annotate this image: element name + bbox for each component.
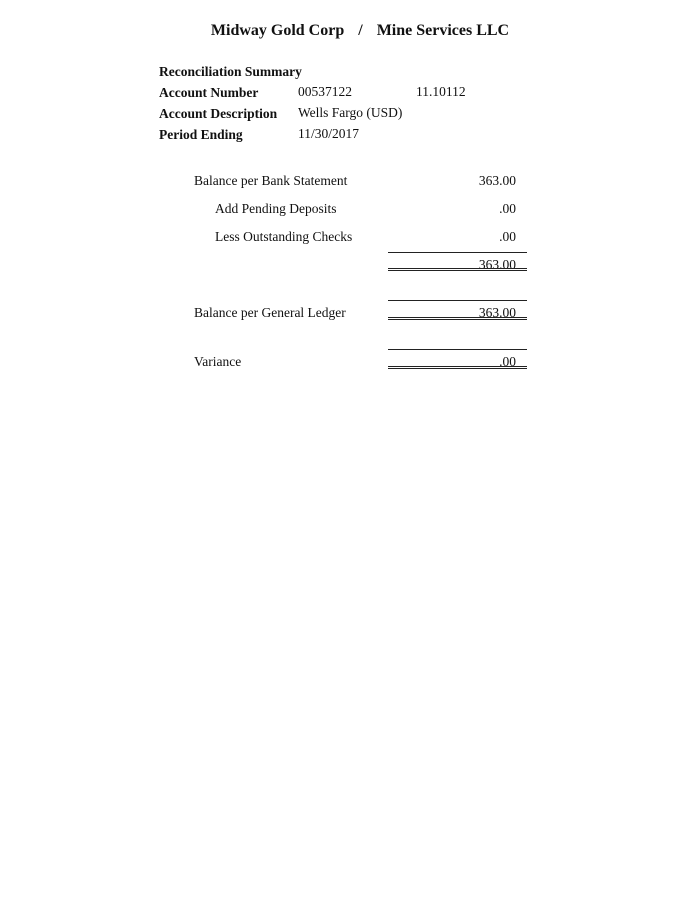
period-ending-value: 11/30/2017 — [298, 126, 360, 141]
outstanding-checks-amount: .00 — [499, 229, 516, 244]
bank-balance-amount: 363.00 — [478, 173, 516, 188]
account-description-label: Account Description — [159, 106, 278, 121]
company-name: Midway Gold Corp — [210, 22, 345, 39]
account-number-label: Account Number — [159, 85, 259, 100]
adjusted-bank-balance-amount: 363.00 — [478, 257, 516, 272]
gl-balance-label: Balance per General Ledger — [194, 305, 346, 320]
variance-double-rule — [388, 366, 527, 369]
account-description-value: Wells Fargo (USD) — [298, 105, 403, 120]
variance-top-rule — [388, 349, 527, 350]
title-separator: / — [358, 22, 363, 39]
gl-top-rule — [388, 300, 527, 301]
section-title: Reconciliation Summary — [159, 64, 302, 79]
gl-double-rule — [388, 317, 527, 320]
account-number-value: 00537122 — [298, 84, 352, 99]
subtotal-rule — [388, 252, 527, 253]
period-ending-label: Period Ending — [159, 127, 243, 142]
entity-name: Mine Services LLC — [376, 22, 510, 39]
variance-amount: .00 — [499, 354, 516, 369]
outstanding-checks-label: Less Outstanding Checks — [215, 229, 353, 244]
variance-label: Variance — [194, 354, 242, 369]
bank-balance-label: Balance per Bank Statement — [194, 173, 348, 188]
gl-account-value: 11.10112 — [416, 84, 466, 99]
page-title — [0, 22, 694, 40]
total-double-rule — [388, 268, 527, 271]
pending-deposits-label: Add Pending Deposits — [215, 201, 337, 216]
pending-deposits-amount: .00 — [499, 201, 516, 216]
gl-balance-amount: 363.00 — [478, 305, 516, 320]
